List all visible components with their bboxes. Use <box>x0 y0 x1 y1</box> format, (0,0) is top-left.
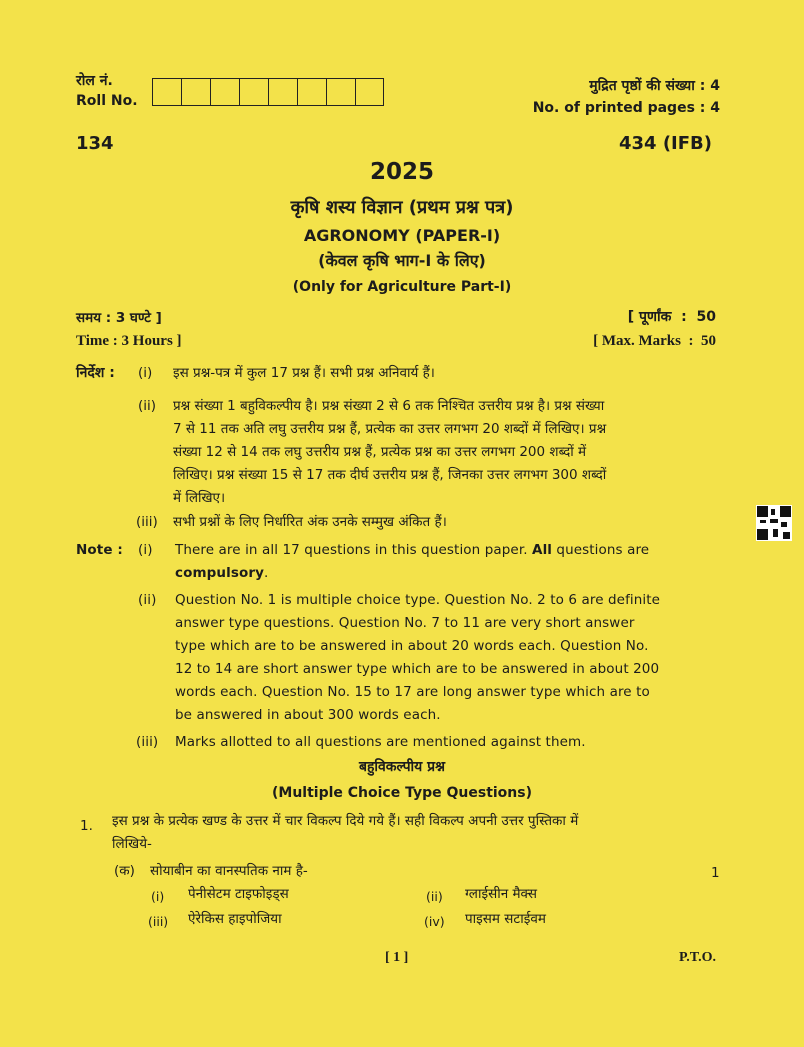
title-hindi: कृषि शस्य विज्ञान (प्रथम प्रश्न पत्र) <box>290 197 514 218</box>
question-line: लिखिये- <box>112 836 152 852</box>
note-text: questions are <box>552 542 650 558</box>
paper-code-right: 434 (IFB) <box>618 133 712 154</box>
instruction-line: संख्या 12 से 14 तक लघु उत्तरीय प्रश्न हैं, प्रत्येक प्रश्न का उत्तर लगभग 200 शब्दों में <box>173 444 587 460</box>
option-text: ग्लाईसीन मैक्स <box>465 886 537 902</box>
note-line <box>175 562 268 586</box>
note-line <box>175 539 649 563</box>
note-text: . <box>264 565 269 581</box>
note-line: answer type questions. Question No. 7 to 11 are very short answer <box>175 615 635 631</box>
paper-code-left: 134 <box>76 133 114 154</box>
instruction-number: (i) <box>138 365 153 381</box>
roll-digit-box[interactable] <box>326 78 355 106</box>
page-number: [ 1 ] <box>385 950 409 965</box>
instruction-text: इस प्रश्न-पत्र में कुल 17 प्रश्न हैं। सभी प्रश्न अनिवार्य हैं। <box>173 365 435 381</box>
option-number: (ii) <box>426 889 443 904</box>
instruction-number: (iii) <box>136 514 158 530</box>
roll-label-english: Roll No. <box>76 93 138 109</box>
printed-pages-english: No. of printed pages : 4 <box>532 100 720 116</box>
note-line: words each. Question No. 15 to 17 are long answer type which are to <box>175 684 650 700</box>
note-emphasis: compulsory <box>175 565 265 581</box>
instruction-line: लिखिए। प्रश्न संख्या 15 से 17 तक दीर्घ उत्तरीय प्रश्न हैं, जिनका उत्तर लगभग 300 शब्दों <box>173 467 607 483</box>
option-number: (i) <box>151 889 165 904</box>
time-hindi: समय : 3 घण्टे ] <box>76 310 162 326</box>
roll-digit-box[interactable] <box>355 78 384 106</box>
title-english: AGRONOMY (PAPER-I) <box>303 226 501 245</box>
roll-digit-box[interactable] <box>268 78 297 106</box>
max-marks-english: [ Max. Marks : 50 <box>593 333 716 349</box>
note-label-english: Note : <box>76 542 123 558</box>
option-text: ऐरेकिस हाइपोजिया <box>188 911 282 927</box>
exam-year: 2025 <box>369 159 434 185</box>
option-number: (iv) <box>424 914 445 929</box>
roll-digit-box[interactable] <box>239 78 268 106</box>
roll-digit-box[interactable] <box>152 78 181 106</box>
roll-number-boxes[interactable] <box>152 78 384 106</box>
question-part-label: (क) <box>114 863 135 879</box>
instructions-label-hindi: निर्देश : <box>76 365 115 381</box>
printed-pages-hindi: मुद्रित पृष्ठों की संख्या : 4 <box>589 78 720 94</box>
question-number: 1. <box>80 818 93 834</box>
note-line: 12 to 14 are short answer type which are to be answered in about 200 <box>175 661 660 677</box>
instruction-line: में लिखिए। <box>173 490 226 506</box>
roll-digit-box[interactable] <box>181 78 210 106</box>
option-text: पाइसम सटाईवम <box>465 911 546 927</box>
time-english: Time : 3 Hours ] <box>76 333 182 349</box>
please-turn-over: P.T.O. <box>679 950 716 965</box>
roll-label-hindi: रोल नं. <box>76 73 113 89</box>
note-line: Marks allotted to all questions are mentioned against them. <box>175 734 586 750</box>
section-heading-english: (Multiple Choice Type Questions) <box>271 785 532 801</box>
roll-digit-box[interactable] <box>210 78 239 106</box>
qr-code-icon <box>756 505 792 541</box>
option-number: (iii) <box>148 914 169 929</box>
note-number: (ii) <box>138 592 157 608</box>
note-number: (iii) <box>136 734 159 750</box>
instruction-line: प्रश्न संख्या 1 बहुविकल्पीय है। प्रश्न संख्या 2 से 6 तक निश्चित उत्तरीय प्रश्न है। प्रश्न संख्या <box>173 398 605 414</box>
section-heading-hindi: बहुविकल्पीय प्रश्न <box>358 759 446 775</box>
question-part-text: सोयाबीन का वानस्पतिक नाम है- <box>150 863 308 879</box>
subtitle-hindi: (केवल कृषि भाग-I के लिए) <box>318 251 486 270</box>
note-text: There are in all 17 questions in this question paper. <box>175 542 533 558</box>
question-part-marks: 1 <box>711 865 720 881</box>
instruction-text: सभी प्रश्नों के लिए निर्धारित अंक उनके सम्मुख अंकित हैं। <box>173 514 447 530</box>
instruction-line: 7 से 11 तक अति लघु उत्तरीय प्रश्न हैं, प्रत्येक का उत्तर लगभग 20 शब्दों में लिखिए। प्रश्न <box>173 421 607 437</box>
option-text: पेनीसेटम टाइफोइड्स <box>188 886 289 902</box>
note-emphasis: All <box>532 542 553 558</box>
note-number: (i) <box>138 542 153 558</box>
subtitle-english: (Only for Agriculture Part-I) <box>292 279 512 295</box>
question-line: इस प्रश्न के प्रत्येक खण्ड के उत्तर में चार विकल्प दिये गये हैं। सही विकल्प अपनी उत्तर पुस्तिका में <box>112 813 579 829</box>
note-line: be answered in about 300 words each. <box>175 707 441 723</box>
note-line: type which are to be answered in about 20 words each. Question No. <box>175 638 649 654</box>
note-line: Question No. 1 is multiple choice type. Question No. 2 to 6 are definite <box>175 592 661 608</box>
roll-digit-box[interactable] <box>297 78 326 106</box>
instruction-number: (ii) <box>138 398 157 414</box>
max-marks-hindi: [ पूर्णांक : 50 <box>627 309 716 325</box>
